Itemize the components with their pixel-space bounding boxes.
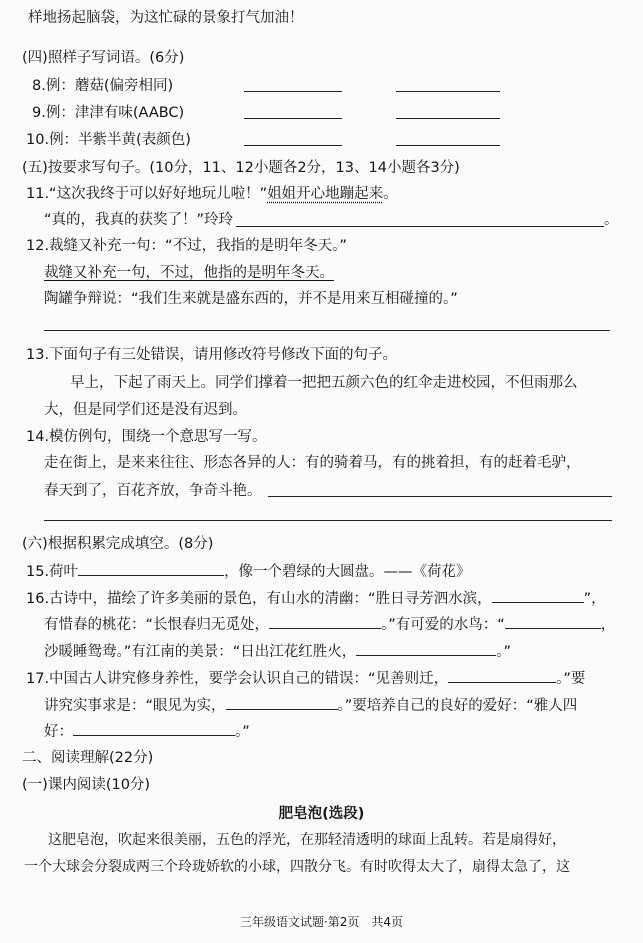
q16-line3 <box>44 641 511 662</box>
page-footer: 三年级语文试题·第2页 共4页 <box>239 915 404 929</box>
q15-blank[interactable] <box>78 561 224 576</box>
q10-num: 10. <box>26 132 50 148</box>
q16-blank-4[interactable] <box>356 641 496 656</box>
reading-heading: 二、阅读理解(22分) <box>22 750 154 766</box>
q9-blank-1[interactable] <box>244 118 342 119</box>
q10-example: 例：半紫半黄(表颜色) <box>49 132 191 148</box>
q16-end: 。” <box>496 644 512 660</box>
q14-prompt: 春天到了，百花齐放，争奇斗艳。 <box>44 483 262 499</box>
q8-num: 8. <box>32 78 46 94</box>
q9-example: 例：津津有味(AABC) <box>45 105 185 121</box>
q8-row <box>32 76 173 96</box>
q14-answer-blank-1[interactable] <box>268 496 612 497</box>
q13-sentence-2: 大，但是同学们还是没有迟到。 <box>44 402 247 418</box>
q9-num: 9. <box>32 105 46 121</box>
q11-answer-blank[interactable] <box>236 226 604 227</box>
q11-line1 <box>26 184 398 204</box>
q14-example: 走在街上，是来来往往、形态各异的人：有的骑着马，有的挑着担，有的赶着毛驴， <box>44 455 581 471</box>
q17-line1 <box>26 668 585 689</box>
q16-mid2: 有惜春的桃花：“长恨春归无觅处， <box>44 617 270 633</box>
q15-start: 15.荷叶 <box>26 564 79 580</box>
q8-blank-2[interactable] <box>396 91 500 92</box>
q14-title: 14.模仿例句，围绕一个意思写一写。 <box>26 429 267 445</box>
q15-row <box>26 561 471 582</box>
q16-blank-2[interactable] <box>269 614 381 629</box>
q12-answer-line[interactable] <box>44 330 610 331</box>
section6-heading: (六)根据积累完成填空。(8分) <box>22 536 214 552</box>
passage-line-1: 这肥皂泡，吹起来很美丽，五色的浮光，在那轻清透明的球面上乱转。若是扇得好， <box>48 832 566 848</box>
q16-mid5: 沙暖睡鸳鸯。”有江南的美景：“日出江花红胜火， <box>44 644 357 660</box>
q16-mid4: ， <box>600 617 616 633</box>
q17-end: 。” <box>235 724 250 740</box>
section4-heading: (四)照样子写词语。(6分) <box>22 50 185 66</box>
q11-line2: “真的，我真的获奖了！”玲玲 <box>44 212 234 228</box>
q17-line3 <box>44 721 250 742</box>
q15-end: ，像一个碧绿的大圆盘。——《荷花》 <box>224 564 471 580</box>
q10-blank-1[interactable] <box>244 145 342 146</box>
q17-blank-3[interactable] <box>73 721 235 736</box>
q12-line3: 陶罐争辩说：“我们生来就是盛东西的，并不是用来互相碰撞的。” <box>44 291 458 307</box>
q16-line2 <box>44 614 615 635</box>
q14-answer-blank-2[interactable] <box>44 520 612 521</box>
q17-mid1: 。”要 <box>556 671 586 687</box>
q17-start: 17.中国古人讲究修身养性，要学会认识自己的错误：“见善则迁， <box>26 671 449 687</box>
q16-line1 <box>26 588 606 609</box>
q16-mid1: ”， <box>583 591 606 607</box>
q12-line1: 12.裁缝又补充一句：“不过，我指的是明年冬天。” <box>26 238 347 254</box>
q9-row <box>32 103 184 123</box>
q17-mid2: 讲究实事求是：“眼见为实， <box>44 698 226 714</box>
q11-emphasis: 姐姐开心地蹦起来 <box>267 186 384 202</box>
q16-blank-3[interactable] <box>505 614 601 629</box>
q17-mid3: 。”要培养自己的良好的爱好：“雅人四 <box>337 698 578 714</box>
q8-example: 例：蘑菇(偏旁相同) <box>45 78 174 94</box>
q17-blank-2[interactable] <box>226 695 338 710</box>
q17-mid4: 好： <box>44 724 73 740</box>
passage-line-2: 一个大球会分裂成两三个玲珑娇软的小球，四散分飞。有时吹得太大了，扇得太急了，这 <box>24 859 570 875</box>
q13-sentence-1: 早上，下起了雨天上。同学们撑着一把把五颜六色的红伞走进校园，不但雨那么 <box>70 375 578 391</box>
section5-heading: (五)按要求写句子。(10分，11、12小题各2分，13、14小题各3分) <box>22 160 460 176</box>
q16-blank-1[interactable] <box>492 588 584 603</box>
q9-blank-2[interactable] <box>396 118 500 119</box>
q8-blank-1[interactable] <box>244 91 342 92</box>
q11-prefix: 11.“这次我终于可以好好地玩儿啦！” <box>26 186 268 202</box>
q11-end: 。 <box>604 212 619 228</box>
passage-title: 肥皂泡(选段) <box>278 806 365 822</box>
top-fragment: 样地扬起脑袋，为这忙碌的景象打气加油！ <box>28 10 304 26</box>
q11-tail: 。 <box>383 186 398 202</box>
q10-row <box>26 130 191 150</box>
q17-line2 <box>44 695 577 716</box>
q16-start: 16.古诗中，描绘了许多美丽的景色，有山水的清幽：“胜日寻芳泗水滨， <box>26 591 492 607</box>
q16-mid3: 。”有可爱的水鸟：“ <box>381 617 505 633</box>
q10-blank-2[interactable] <box>396 145 500 146</box>
q17-blank-1[interactable] <box>448 668 556 683</box>
q13-title: 13.下面句子有三处错误，请用修改符号修改下面的句子。 <box>26 347 398 363</box>
reading-subheading: (一)课内阅读(10分) <box>22 777 151 793</box>
q12-line2: 裁缝又补充一句，不过，他指的是明年冬天。 <box>44 265 334 281</box>
